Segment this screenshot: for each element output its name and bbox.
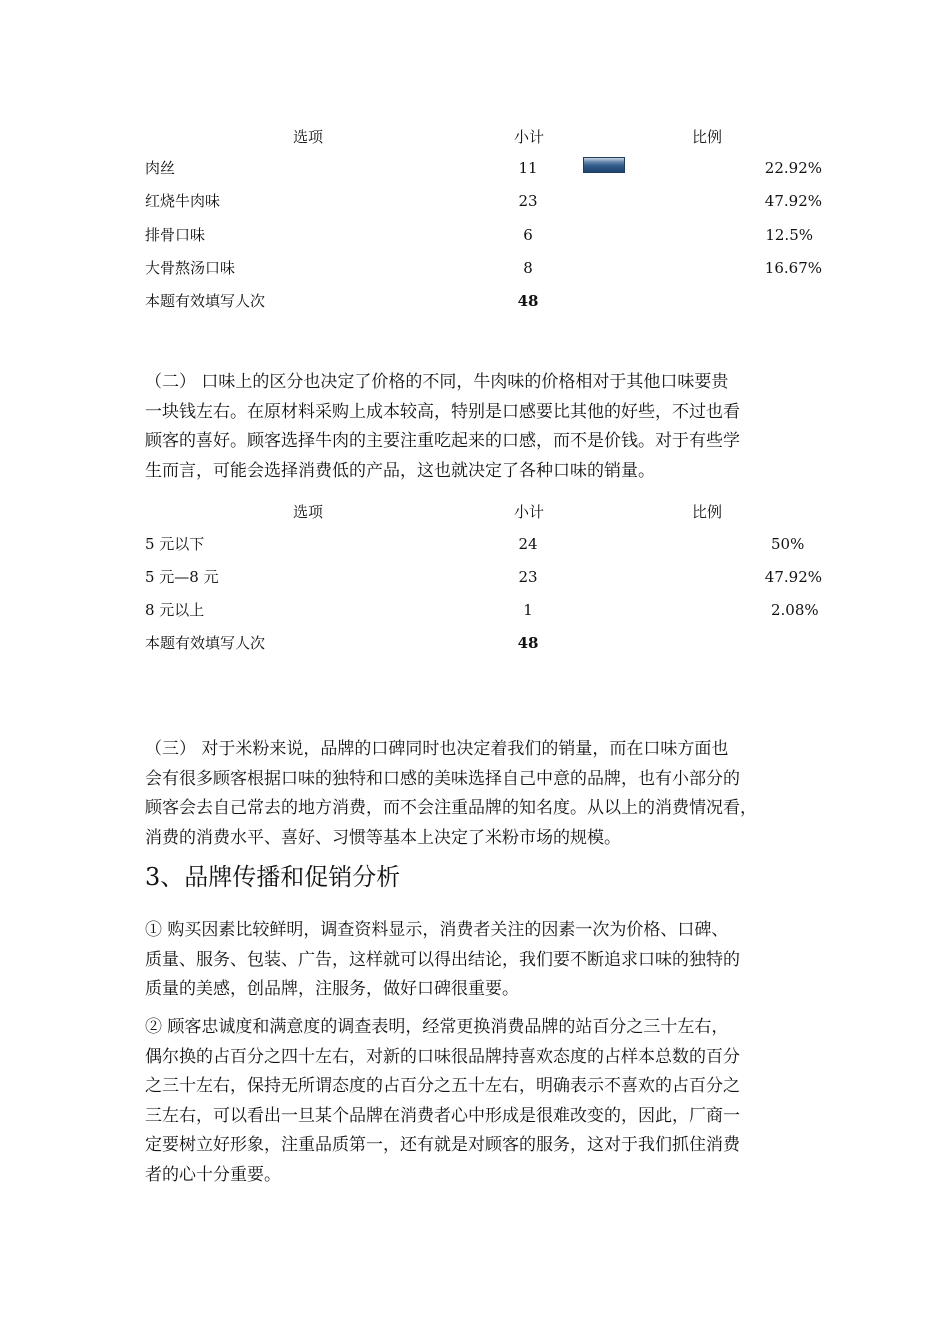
row-option: 8 元以上 <box>145 601 205 619</box>
total-label: 本题有效填写人次 <box>145 292 266 310</box>
row-count: 11 <box>518 159 538 177</box>
paragraph-line: （二） 口味上的区分也决定了价格的不同，牛肉味的价格相对于其他口味要贵 <box>145 372 729 392</box>
header-option: 选项 <box>293 128 324 146</box>
row-option: 排骨口味 <box>145 226 206 244</box>
row-count: 24 <box>518 535 538 553</box>
row-option: 肉丝 <box>145 159 176 177</box>
paragraph-line: 顾客的喜好。顾客选择牛肉的主要注重吃起来的口感，而不是价钱。对于有些学 <box>145 431 740 451</box>
paragraph-line: 生而言，可能会选择消费低的产品，这也就决定了各种口味的销量。 <box>145 460 655 481</box>
row-percent: 16.67% <box>764 259 822 277</box>
paragraph-line: 一块钱左右。在原材料采购上成本较高，特别是口感要比其他的好些，不过也看 <box>145 401 740 422</box>
total-value: 48 <box>517 292 539 310</box>
paragraph-brand <box>145 735 825 853</box>
row-count: 1 <box>523 601 533 619</box>
paragraph-line: 质量、服务、包装、广告，这样就可以得出结论，我们要不断追求口味的独特的 <box>145 949 740 970</box>
total-value: 48 <box>517 634 539 652</box>
row-option: 5 元—8 元 <box>145 568 219 586</box>
paragraph-line: 顾客会去自己常去的地方消费，而不会注重品牌的知名度。从以上的消费情况看， <box>145 798 757 818</box>
ratio-bar <box>583 157 625 173</box>
row-percent: 2.08% <box>771 601 819 619</box>
header-ratio: 比例 <box>692 503 723 521</box>
row-percent: 22.92% <box>764 159 822 177</box>
paragraph-line: 者的心十分重要。 <box>145 1164 281 1185</box>
row-option: 5 元以下 <box>145 535 205 553</box>
paragraph-line: （三） 对于米粉来说，品牌的口碑同时也决定着我们的销量，而在口味方面也 <box>145 739 729 759</box>
header-ratio: 比例 <box>692 128 723 146</box>
row-count: 8 <box>523 259 533 277</box>
row-option: 大骨熬汤口味 <box>145 259 236 277</box>
paragraph-line: 质量的美感，创品牌，注服务，做好口碑很重要。 <box>145 979 519 999</box>
paragraph-line: ② 顾客忠诚度和满意度的调查表明，经常更换消费品牌的站百分之三十左右， <box>145 1017 729 1037</box>
paragraph-line: 三左右，可以看出一旦某个品牌在消费者心中形成是很难改变的，因此，厂商一 <box>145 1105 740 1126</box>
paragraph-line: 定要树立好形象，注重品质第一，还有就是对顾客的服务，这对于我们抓住消费 <box>145 1135 740 1155</box>
paragraph-item-1 <box>145 916 825 1005</box>
row-option: 红烧牛肉味 <box>145 192 221 210</box>
paragraph-line: 消费的消费水平、喜好、习惯等基本上决定了米粉市场的规模。 <box>145 827 621 848</box>
row-count: 23 <box>518 192 538 210</box>
paragraph-line: 会有很多顾客根据口味的独特和口感的美味选择自己中意的品牌，也有小部分的 <box>145 768 740 789</box>
row-percent: 12.5% <box>765 226 813 244</box>
paragraph-line: ① 购买因素比较鲜明，调查资料显示，消费者关注的因素一次为价格、口碑、 <box>145 920 729 940</box>
row-count: 23 <box>518 568 538 586</box>
header-subtotal: 小计 <box>514 128 545 146</box>
row-percent: 47.92% <box>764 192 822 210</box>
paragraph-item-2 <box>145 1013 825 1190</box>
row-percent: 47.92% <box>764 568 822 586</box>
paragraph-price <box>145 368 825 486</box>
header-option: 选项 <box>293 503 324 521</box>
row-count: 6 <box>523 226 533 244</box>
paragraph-line: 之三十左右，保持无所谓态度的占百分之五十左右，明确表示不喜欢的占百分之 <box>145 1076 740 1096</box>
paragraph-line: 偶尔换的占百分之四十左右，对新的口味很品牌持喜欢态度的占样本总数的百分 <box>145 1046 740 1067</box>
section-heading: 3、品牌传播和促销分析 <box>145 863 401 891</box>
header-subtotal: 小计 <box>514 503 545 521</box>
total-label: 本题有效填写人次 <box>145 634 266 652</box>
row-percent: 50% <box>771 535 805 553</box>
